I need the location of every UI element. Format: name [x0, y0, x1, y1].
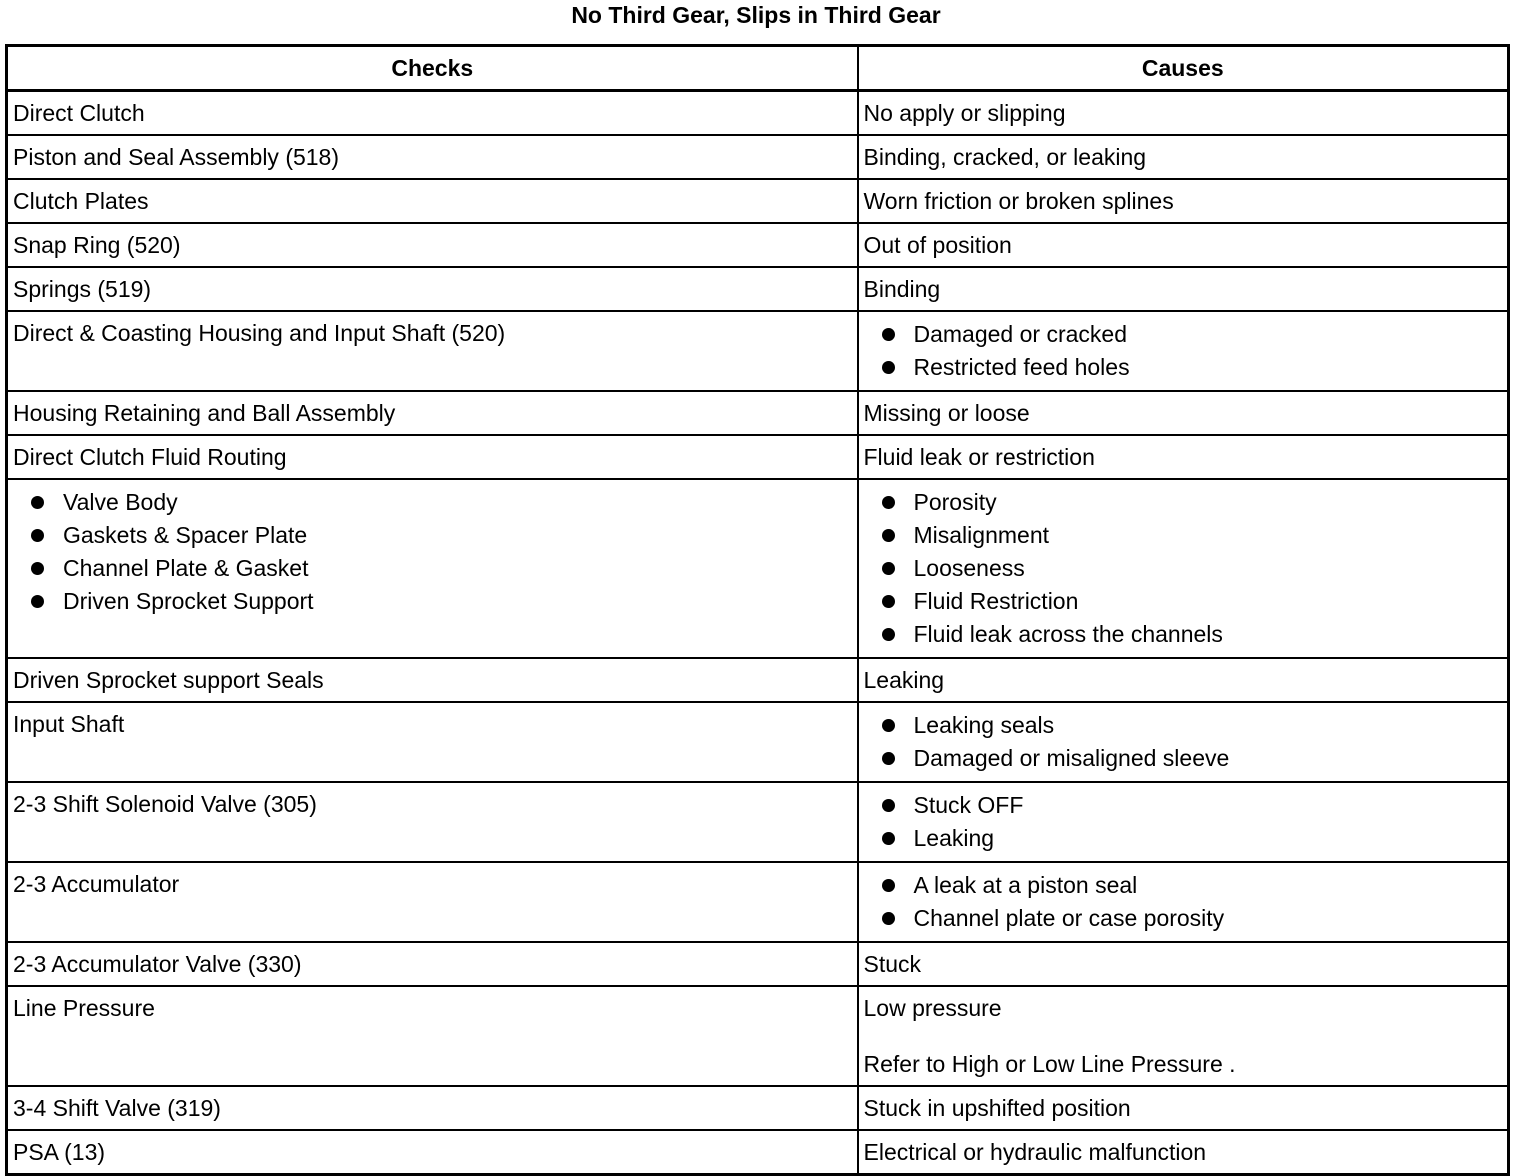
header-row	[7, 46, 1509, 91]
check-cell: Housing Retaining and Ball Assembly	[7, 391, 858, 435]
cause-cell: No apply or slipping	[858, 91, 1509, 136]
table-row	[7, 782, 1509, 862]
cause-cell	[858, 782, 1509, 862]
table-row	[7, 179, 1509, 223]
check-cell: Clutch Plates	[7, 179, 858, 223]
check-cell: Line Pressure	[7, 986, 858, 1086]
cause-bullet-list	[864, 709, 1504, 775]
cause-cell: Binding, cracked, or leaking	[858, 135, 1509, 179]
check-cell	[7, 479, 858, 658]
cause-cell: Electrical or hydraulic malfunction	[858, 1130, 1509, 1175]
check-cell: Direct Clutch Fluid Routing	[7, 435, 858, 479]
cause-bullet-item: Fluid Restriction	[864, 585, 1504, 618]
cause-bullet-item: Leaking seals	[864, 709, 1504, 742]
check-cell: Direct Clutch	[7, 91, 858, 136]
header-checks: Checks	[7, 46, 858, 91]
check-bullet-item: Gaskets & Spacer Plate	[13, 519, 853, 552]
cause-bullet-item: Leaking	[864, 822, 1504, 855]
cause-bullet-item: Looseness	[864, 552, 1504, 585]
header-causes: Causes	[858, 46, 1509, 91]
check-cell: PSA (13)	[7, 1130, 858, 1175]
check-cell: Driven Sprocket support Seals	[7, 658, 858, 702]
check-cell: 2-3 Accumulator Valve (330)	[7, 942, 858, 986]
table-row	[7, 223, 1509, 267]
table-row	[7, 135, 1509, 179]
check-cell: Input Shaft	[7, 702, 858, 782]
check-bullet-item: Valve Body	[13, 486, 853, 519]
cause-bullet-list	[864, 789, 1504, 855]
page-title: No Third Gear, Slips in Third Gear	[571, 2, 941, 28]
table-row	[7, 1130, 1509, 1175]
cause-cell	[858, 986, 1509, 1086]
cause-cell: Stuck	[858, 942, 1509, 986]
table-row	[7, 311, 1509, 391]
cause-bullet-item: A leak at a piston seal	[864, 869, 1504, 902]
table-row	[7, 435, 1509, 479]
table-row	[7, 91, 1509, 136]
cause-cell: Binding	[858, 267, 1509, 311]
check-bullet-item: Driven Sprocket Support	[13, 585, 853, 618]
check-cell: Piston and Seal Assembly (518)	[7, 135, 858, 179]
check-cell: Direct & Coasting Housing and Input Shaft (520)	[7, 311, 858, 391]
cause-bullet-item: Channel plate or case porosity	[864, 902, 1504, 935]
cause-paragraph: Low pressure	[863, 995, 1002, 1021]
table-row	[7, 862, 1509, 942]
cause-cell: Stuck in upshifted position	[858, 1086, 1509, 1130]
cause-bullet-list	[864, 318, 1504, 384]
cause-cell: Leaking	[858, 658, 1509, 702]
cause-cell	[858, 862, 1509, 942]
check-bullet-item: Channel Plate & Gasket	[13, 552, 853, 585]
cause-paragraph: Refer to High or Low Line Pressure .	[863, 1051, 1236, 1077]
cause-bullet-item: Damaged or cracked	[864, 318, 1504, 351]
cause-cell	[858, 311, 1509, 391]
check-bullet-list	[13, 486, 853, 618]
table-header	[7, 46, 1509, 91]
check-cell: 2-3 Accumulator	[7, 862, 858, 942]
table-row	[7, 1086, 1509, 1130]
cause-cell: Out of position	[858, 223, 1509, 267]
cause-bullet-item: Restricted feed holes	[864, 351, 1504, 384]
check-cell: Springs (519)	[7, 267, 858, 311]
table-row	[7, 391, 1509, 435]
cause-bullet-item: Fluid leak across the channels	[864, 618, 1504, 651]
cause-cell: Fluid leak or restriction	[858, 435, 1509, 479]
check-cell: 3-4 Shift Valve (319)	[7, 1086, 858, 1130]
table-row	[7, 479, 1509, 658]
cause-cell	[858, 702, 1509, 782]
table-body	[7, 91, 1509, 1175]
cause-bullet-item: Misalignment	[864, 519, 1504, 552]
cause-cell: Missing or loose	[858, 391, 1509, 435]
table-row	[7, 986, 1509, 1086]
cause-cell: Worn friction or broken splines	[858, 179, 1509, 223]
cause-bullet-item: Damaged or misaligned sleeve	[864, 742, 1504, 775]
table-row	[7, 658, 1509, 702]
cause-bullet-item: Stuck OFF	[864, 789, 1504, 822]
diagnostic-table	[5, 44, 1510, 1176]
table-row	[7, 702, 1509, 782]
cause-bullet-list	[864, 486, 1504, 651]
check-cell: 2-3 Shift Solenoid Valve (305)	[7, 782, 858, 862]
cause-cell	[858, 479, 1509, 658]
table-row	[7, 942, 1509, 986]
check-cell: Snap Ring (520)	[7, 223, 858, 267]
cause-bullet-item: Porosity	[864, 486, 1504, 519]
cause-bullet-list	[864, 869, 1504, 935]
table-row	[7, 267, 1509, 311]
